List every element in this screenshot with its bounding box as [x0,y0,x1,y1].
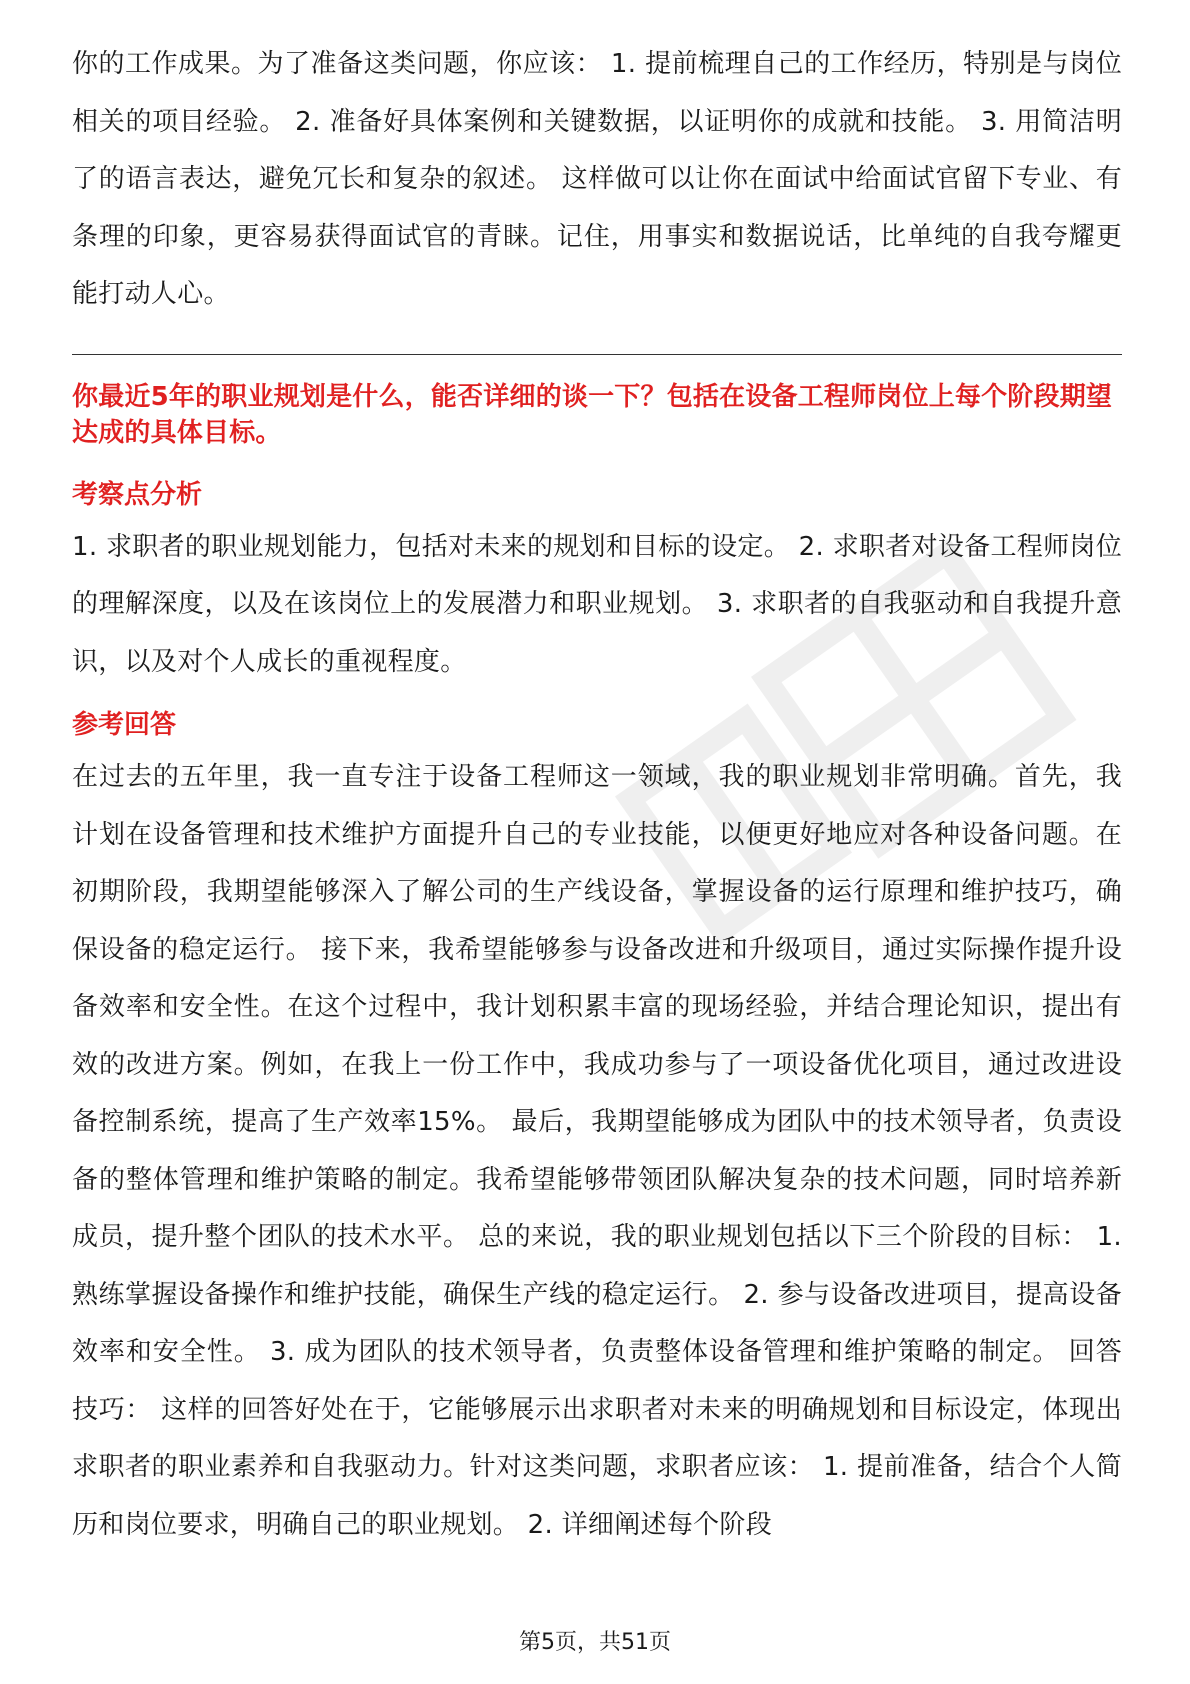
analysis-text: 1. 求职者的职业规划能力，包括对未来的规划和目标的设定。 2. 求职者对设备工程师岗位的理解深度，以及在该岗位上的发展潜力和职业规划。 3. 求职者的自我驱动和自我提升意识，以及对个人成长的重视程度。 [72,531,1122,677]
interview-question: 你最近5年的职业规划是什么，能否详细的谈一下？包括在设备工程师岗位上每个阶段期望达成的具体目标。 [72,381,1113,448]
page-content [72,36,1122,1554]
answer-text: 在过去的五年里，我一直专注于设备工程师这一领域，我的职业规划非常明确。首先，我计划在设备管理和技术维护方面提升自己的专业技能，以便更好地应对各种设备问题。在初期阶段，我期望能够深入了解公司的生产线设备，掌握设备的运行原理和维护技巧，确保设备的稳定运行。 接下来，我希望能够参与设备改进和升级项目，通过实际操作提升设备效率和安全性。在这个过程中，我计划积累丰富的现场经验，并结合理论知识，提出有效的改进方案。例如，在我上一份工作中，我成功参与了一项设备优化项目，通过改进设备控制系统，提高了生产效率15%。 最后，我期望能够成为团队中的技术领导者，负责设备的整体管理和维护策略的制定。我希望能够带领团队解决复杂的技术问题，同时培养新成员，提升整个团队的技术水平。 总的来说，我的职业规划包括以下三个阶段的目标： 1. 熟练掌握设备操作和维护技能，确保生产线的稳定运行。 2. 参与设备改进项目，提高设备效率和安全性。 3. 成为团队的技术领导者，负责整体设备管理和维护策略的制定。 回答技巧： 这样的回答好处在于，它能够展示出求职者对未来的明确规划和目标设定，体现出求职者的职业素养和自我驱动力。针对这类问题，求职者应该： 1. 提前准备，结合个人简历和岗位要求，明确自己的职业规划。 2. 详细阐述每个阶段 [72,762,1122,1540]
answer-heading: 参考回答 [72,710,177,740]
analysis-heading: 考察点分析 [72,479,203,510]
page-footer: 第5页，共51页 [519,1630,671,1655]
section-divider [72,354,1122,355]
intro-paragraph: 你的工作成果。为了准备这类问题，你应该： 1. 提前梳理自己的工作经历，特别是与岗位相关的项目经验。 2. 准备好具体案例和关键数据，以证明你的成就和技能。 3. 用简洁明了的语言表达，避免冗长和复杂的叙述。 这样做可以让你在面试中给面试官留下专业、有条理的印象，更容易获得面试官的青睐。记住，用事实和数据说话，比单纯的自我夸耀更能打动人心。 [72,49,1122,309]
